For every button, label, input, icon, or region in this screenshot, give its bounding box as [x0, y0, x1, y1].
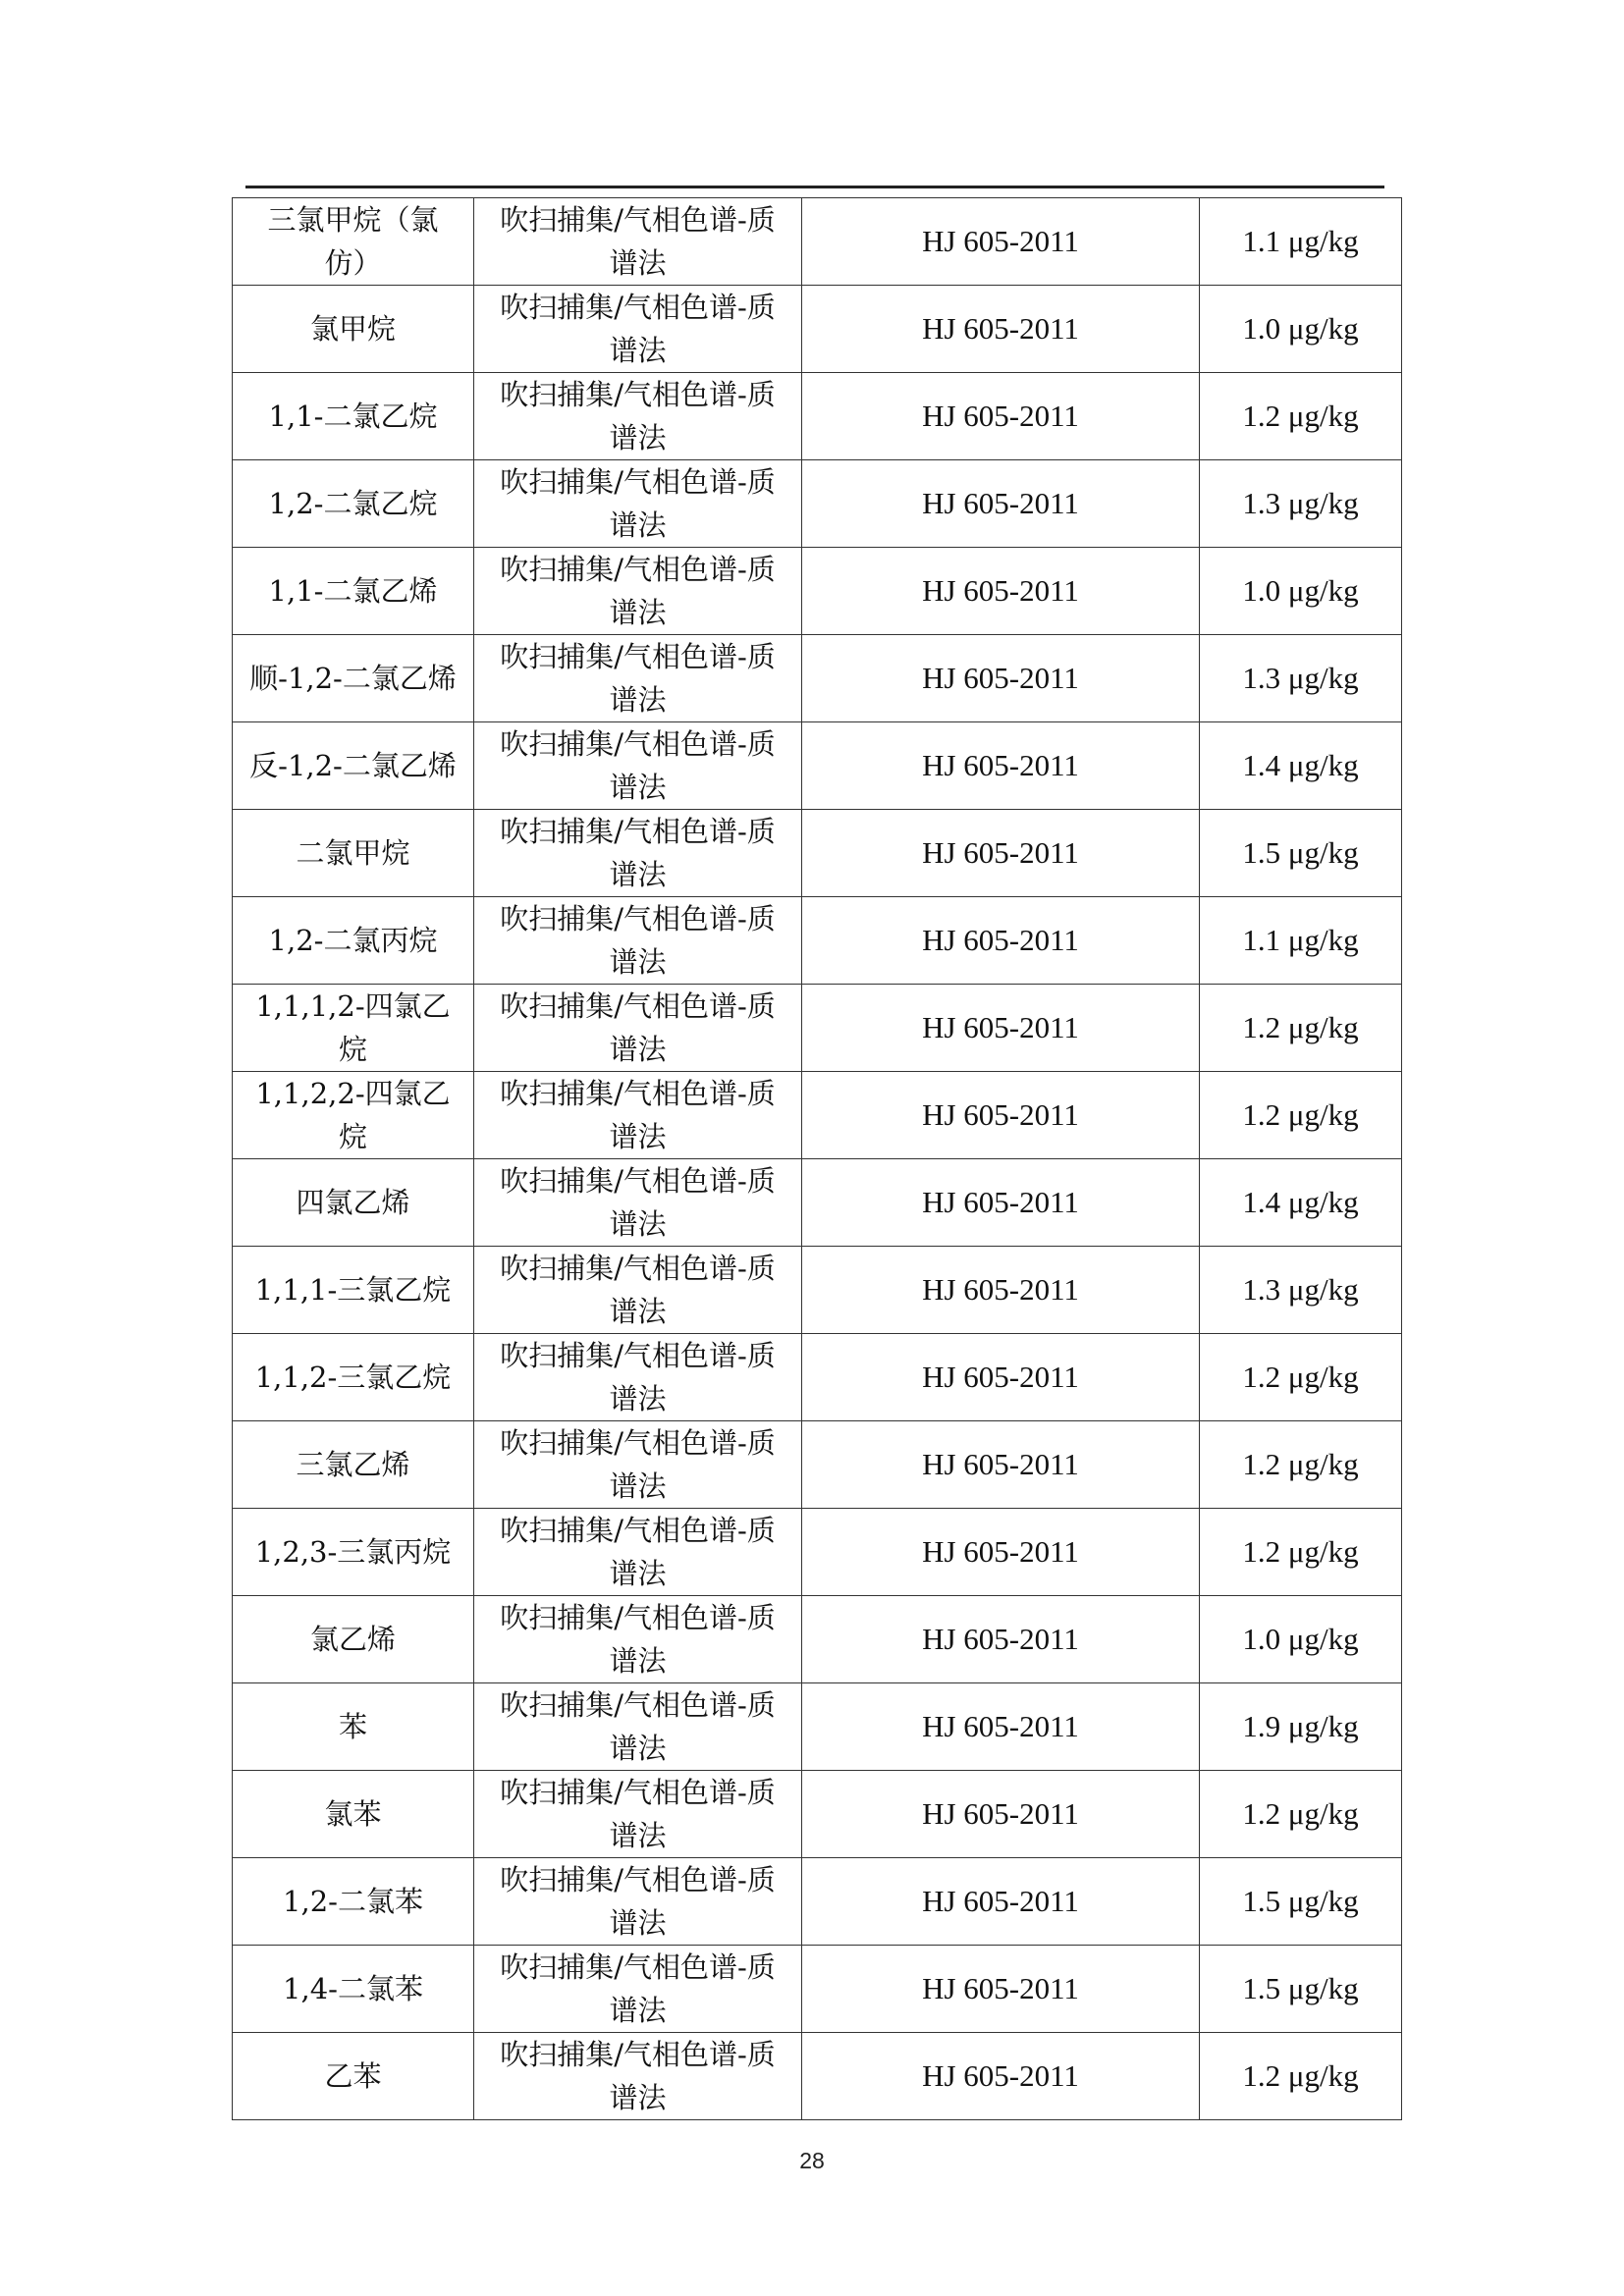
compound-name-cell: 氯苯	[233, 1771, 474, 1858]
compound-name-cell: 反-1,2-二氯乙烯	[233, 722, 474, 810]
detection-limit-cell: 1.2 μg/kg	[1200, 373, 1402, 460]
compound-name-cell: 三氯甲烷（氯仿）	[233, 198, 474, 286]
table-row	[233, 1072, 1402, 1159]
table-row	[233, 1946, 1402, 2033]
detection-limit-cell: 1.2 μg/kg	[1200, 1509, 1402, 1596]
analysis-method-cell: 吹扫捕集/气相色谱-质谱法	[474, 722, 802, 810]
detection-limit-cell: 1.1 μg/kg	[1200, 198, 1402, 286]
table-row	[233, 460, 1402, 548]
standard-code-cell: HJ 605-2011	[802, 897, 1200, 985]
standard-code-cell: HJ 605-2011	[802, 373, 1200, 460]
standard-code-cell: HJ 605-2011	[802, 985, 1200, 1072]
analysis-method-cell: 吹扫捕集/气相色谱-质谱法	[474, 373, 802, 460]
compound-name-cell: 1,1,1-三氯乙烷	[233, 1247, 474, 1334]
standard-code-cell: HJ 605-2011	[802, 810, 1200, 897]
table-row	[233, 635, 1402, 722]
table-row	[233, 1334, 1402, 1421]
standard-code-cell: HJ 605-2011	[802, 1159, 1200, 1247]
analysis-method-cell: 吹扫捕集/气相色谱-质谱法	[474, 1771, 802, 1858]
compound-name-cell: 四氯乙烯	[233, 1159, 474, 1247]
detection-limit-cell: 1.2 μg/kg	[1200, 1334, 1402, 1421]
table-row	[233, 1683, 1402, 1771]
analysis-method-cell: 吹扫捕集/气相色谱-质谱法	[474, 635, 802, 722]
detection-limit-cell: 1.3 μg/kg	[1200, 460, 1402, 548]
analysis-method-cell: 吹扫捕集/气相色谱-质谱法	[474, 548, 802, 635]
table-row	[233, 1159, 1402, 1247]
table-row	[233, 1858, 1402, 1946]
standard-code-cell: HJ 605-2011	[802, 286, 1200, 373]
compound-name-cell: 1,1,2,2-四氯乙烷	[233, 1072, 474, 1159]
analysis-method-cell: 吹扫捕集/气相色谱-质谱法	[474, 1334, 802, 1421]
standard-code-cell: HJ 605-2011	[802, 1596, 1200, 1683]
standard-code-cell: HJ 605-2011	[802, 2033, 1200, 2120]
detection-limit-cell: 1.4 μg/kg	[1200, 722, 1402, 810]
detection-limit-cell: 1.1 μg/kg	[1200, 897, 1402, 985]
detection-limit-cell: 1.0 μg/kg	[1200, 1596, 1402, 1683]
standard-code-cell: HJ 605-2011	[802, 548, 1200, 635]
compound-name-cell: 1,1-二氯乙烷	[233, 373, 474, 460]
standard-code-cell: HJ 605-2011	[802, 1509, 1200, 1596]
compound-name-cell: 1,2-二氯丙烷	[233, 897, 474, 985]
analysis-method-cell: 吹扫捕集/气相色谱-质谱法	[474, 1596, 802, 1683]
analysis-method-cell: 吹扫捕集/气相色谱-质谱法	[474, 985, 802, 1072]
analysis-method-cell: 吹扫捕集/气相色谱-质谱法	[474, 460, 802, 548]
standard-code-cell: HJ 605-2011	[802, 1072, 1200, 1159]
detection-limit-cell: 1.2 μg/kg	[1200, 1771, 1402, 1858]
analysis-method-cell: 吹扫捕集/气相色谱-质谱法	[474, 1159, 802, 1247]
compound-name-cell: 二氯甲烷	[233, 810, 474, 897]
standard-code-cell: HJ 605-2011	[802, 722, 1200, 810]
analysis-method-cell: 吹扫捕集/气相色谱-质谱法	[474, 198, 802, 286]
analysis-method-cell: 吹扫捕集/气相色谱-质谱法	[474, 1946, 802, 2033]
compound-name-cell: 顺-1,2-二氯乙烯	[233, 635, 474, 722]
standard-code-cell: HJ 605-2011	[802, 1771, 1200, 1858]
table-row	[233, 286, 1402, 373]
detection-method-table	[232, 197, 1402, 2120]
detection-limit-cell: 1.3 μg/kg	[1200, 1247, 1402, 1334]
table-row	[233, 722, 1402, 810]
compound-name-cell: 1,1,2-三氯乙烷	[233, 1334, 474, 1421]
table-row	[233, 1509, 1402, 1596]
standard-code-cell: HJ 605-2011	[802, 198, 1200, 286]
detection-limit-cell: 1.2 μg/kg	[1200, 2033, 1402, 2120]
analysis-method-cell: 吹扫捕集/气相色谱-质谱法	[474, 2033, 802, 2120]
compound-name-cell: 苯	[233, 1683, 474, 1771]
detection-limit-cell: 1.2 μg/kg	[1200, 1421, 1402, 1509]
compound-name-cell: 1,1-二氯乙烯	[233, 548, 474, 635]
table-row	[233, 2033, 1402, 2120]
compound-name-cell: 氯乙烯	[233, 1596, 474, 1683]
standard-code-cell: HJ 605-2011	[802, 460, 1200, 548]
detection-limit-cell: 1.4 μg/kg	[1200, 1159, 1402, 1247]
detection-limit-cell: 1.0 μg/kg	[1200, 286, 1402, 373]
standard-code-cell: HJ 605-2011	[802, 1247, 1200, 1334]
table-row	[233, 985, 1402, 1072]
table-row	[233, 373, 1402, 460]
page-number: 28	[799, 2148, 825, 2173]
detection-limit-cell: 1.2 μg/kg	[1200, 1072, 1402, 1159]
table-row	[233, 1421, 1402, 1509]
standard-code-cell: HJ 605-2011	[802, 1334, 1200, 1421]
compound-name-cell: 三氯乙烯	[233, 1421, 474, 1509]
standard-code-cell: HJ 605-2011	[802, 1421, 1200, 1509]
table-row	[233, 548, 1402, 635]
analysis-method-cell: 吹扫捕集/气相色谱-质谱法	[474, 897, 802, 985]
table-row	[233, 198, 1402, 286]
analysis-method-cell: 吹扫捕集/气相色谱-质谱法	[474, 1683, 802, 1771]
detection-limit-cell: 1.2 μg/kg	[1200, 985, 1402, 1072]
compound-name-cell: 1,2-二氯乙烷	[233, 460, 474, 548]
standard-code-cell: HJ 605-2011	[802, 1946, 1200, 2033]
header-rule	[245, 186, 1384, 188]
standard-code-cell: HJ 605-2011	[802, 635, 1200, 722]
analysis-method-cell: 吹扫捕集/气相色谱-质谱法	[474, 1247, 802, 1334]
table-row	[233, 1771, 1402, 1858]
analysis-method-cell: 吹扫捕集/气相色谱-质谱法	[474, 1072, 802, 1159]
analysis-method-cell: 吹扫捕集/气相色谱-质谱法	[474, 1421, 802, 1509]
compound-name-cell: 1,2,3-三氯丙烷	[233, 1509, 474, 1596]
compound-name-cell: 1,2-二氯苯	[233, 1858, 474, 1946]
table-body	[233, 198, 1402, 2120]
detection-limit-cell: 1.5 μg/kg	[1200, 1946, 1402, 2033]
detection-limit-cell: 1.0 μg/kg	[1200, 548, 1402, 635]
compound-name-cell: 乙苯	[233, 2033, 474, 2120]
analysis-method-cell: 吹扫捕集/气相色谱-质谱法	[474, 1509, 802, 1596]
table-row	[233, 897, 1402, 985]
analysis-method-cell: 吹扫捕集/气相色谱-质谱法	[474, 286, 802, 373]
detection-limit-cell: 1.3 μg/kg	[1200, 635, 1402, 722]
analysis-method-cell: 吹扫捕集/气相色谱-质谱法	[474, 810, 802, 897]
compound-name-cell: 氯甲烷	[233, 286, 474, 373]
analysis-method-cell: 吹扫捕集/气相色谱-质谱法	[474, 1858, 802, 1946]
table-row	[233, 1596, 1402, 1683]
table-row	[233, 1247, 1402, 1334]
compound-name-cell: 1,1,1,2-四氯乙烷	[233, 985, 474, 1072]
detection-limit-cell: 1.5 μg/kg	[1200, 810, 1402, 897]
detection-limit-cell: 1.9 μg/kg	[1200, 1683, 1402, 1771]
table-row	[233, 810, 1402, 897]
standard-code-cell: HJ 605-2011	[802, 1858, 1200, 1946]
compound-name-cell: 1,4-二氯苯	[233, 1946, 474, 2033]
standard-code-cell: HJ 605-2011	[802, 1683, 1200, 1771]
detection-limit-cell: 1.5 μg/kg	[1200, 1858, 1402, 1946]
